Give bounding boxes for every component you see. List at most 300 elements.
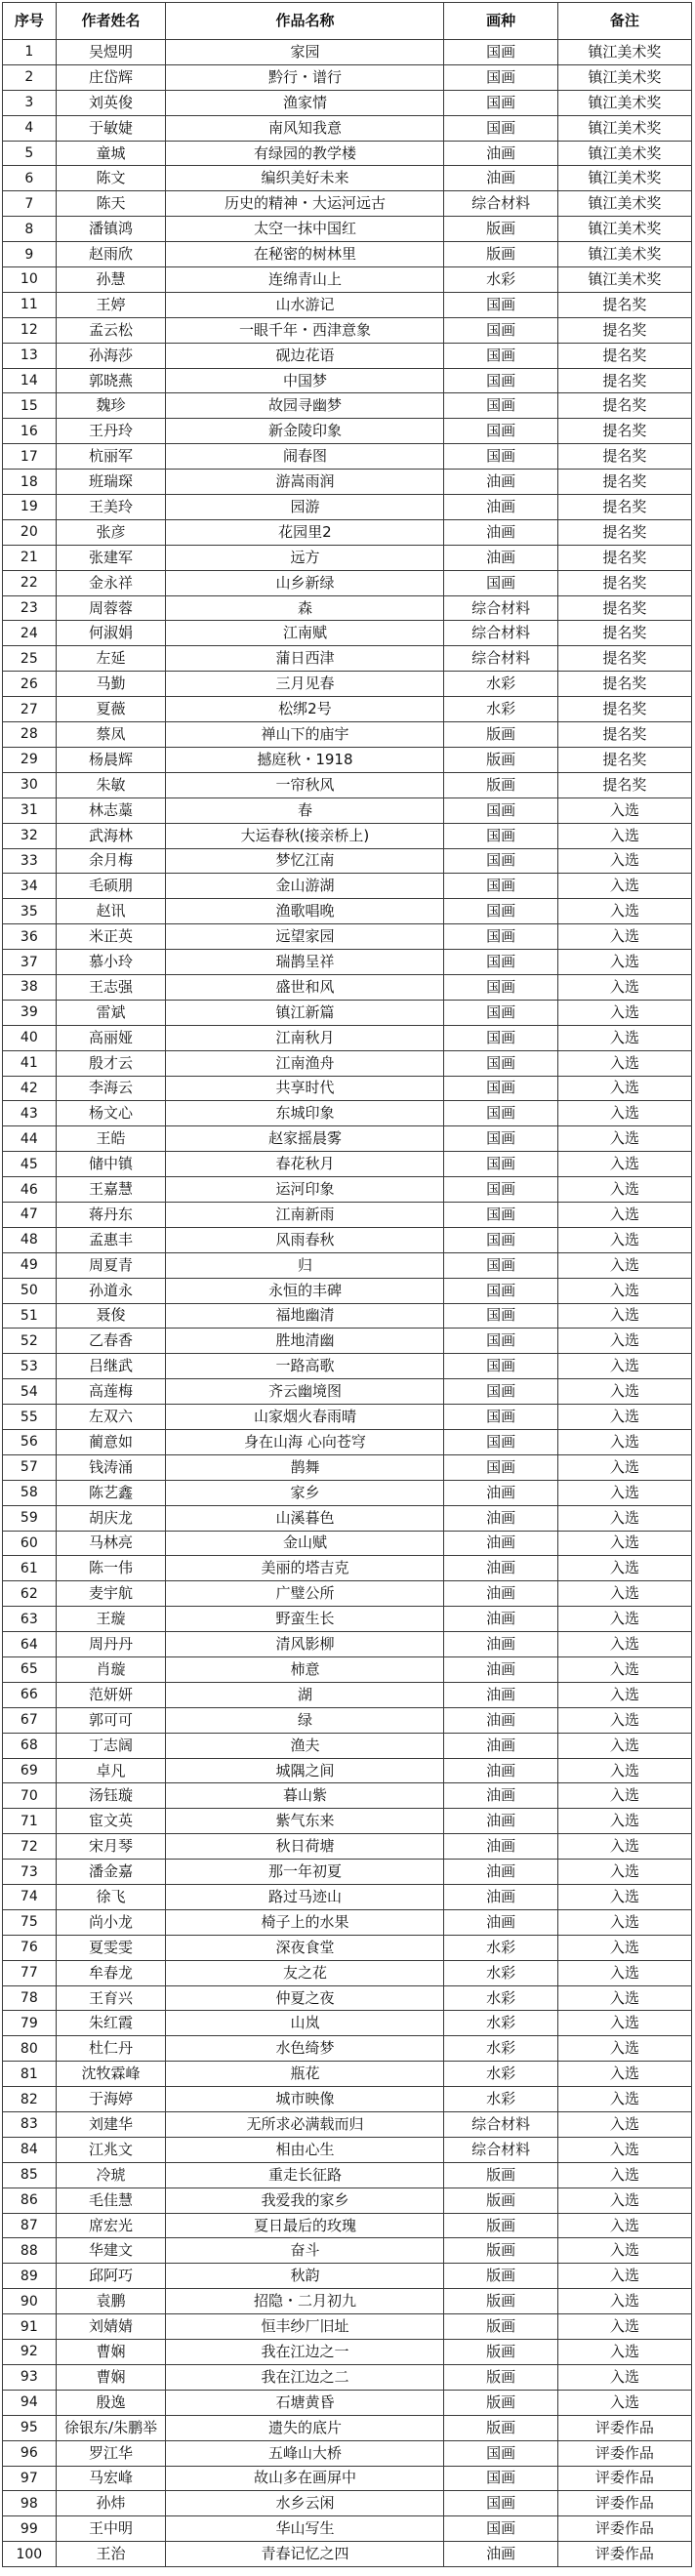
cell-painting-type: 国画 xyxy=(444,1303,557,1329)
cell-painting-type: 综合材料 xyxy=(444,595,557,621)
cell-serial-no: 25 xyxy=(3,646,57,672)
table-row xyxy=(3,141,692,166)
cell-painting-type: 油画 xyxy=(444,1505,557,1531)
cell-serial-no: 85 xyxy=(3,2162,57,2188)
cell-remarks: 提名奖 xyxy=(557,672,691,697)
cell-painting-type: 国画 xyxy=(444,1329,557,1354)
cell-painting-type: 国画 xyxy=(444,1379,557,1405)
cell-remarks: 入选 xyxy=(557,1152,691,1177)
cell-painting-type: 国画 xyxy=(444,874,557,899)
cell-work-title: 赵家摇晨雾 xyxy=(166,1126,444,1152)
table-row xyxy=(3,2542,692,2567)
cell-work-title: 江南秋月 xyxy=(166,1025,444,1050)
cell-painting-type: 油画 xyxy=(444,1834,557,1860)
cell-serial-no: 69 xyxy=(3,1758,57,1783)
cell-author-name: 徐飞 xyxy=(56,1885,166,1910)
cell-painting-type: 油画 xyxy=(444,1607,557,1632)
cell-remarks: 镇江美术奖 xyxy=(557,242,691,267)
cell-remarks: 入选 xyxy=(557,1202,691,1227)
table-row xyxy=(3,495,692,520)
cell-work-title: 水乡云闲 xyxy=(166,2491,444,2516)
cell-painting-type: 综合材料 xyxy=(444,621,557,646)
cell-remarks: 入选 xyxy=(557,2137,691,2162)
cell-work-title: 在秘密的树林里 xyxy=(166,242,444,267)
cell-painting-type: 国画 xyxy=(444,1202,557,1227)
cell-author-name: 肖璇 xyxy=(56,1657,166,1683)
cell-remarks: 入选 xyxy=(557,1758,691,1783)
cell-author-name: 吕继武 xyxy=(56,1354,166,1379)
cell-serial-no: 60 xyxy=(3,1531,57,1556)
cell-serial-no: 58 xyxy=(3,1480,57,1505)
table-row xyxy=(3,1809,692,1834)
cell-remarks: 入选 xyxy=(557,2238,691,2264)
table-row xyxy=(3,1960,692,1985)
cell-author-name: 郭可可 xyxy=(56,1707,166,1733)
table-row xyxy=(3,646,692,672)
cell-work-title: 山溪暮色 xyxy=(166,1505,444,1531)
cell-remarks: 镇江美术奖 xyxy=(557,64,691,90)
cell-work-title: 路过马迹山 xyxy=(166,1885,444,1910)
cell-remarks: 评委作品 xyxy=(557,2466,691,2491)
cell-serial-no: 62 xyxy=(3,1581,57,1607)
cell-work-title: 福地幽清 xyxy=(166,1303,444,1329)
cell-author-name: 张建军 xyxy=(56,545,166,570)
cell-serial-no: 26 xyxy=(3,672,57,697)
cell-painting-type: 国画 xyxy=(444,393,557,419)
cell-author-name: 王婷 xyxy=(56,292,166,317)
cell-serial-no: 34 xyxy=(3,874,57,899)
cell-author-name: 尚小龙 xyxy=(56,1909,166,1935)
cell-serial-no: 88 xyxy=(3,2238,57,2264)
cell-author-name: 罗江华 xyxy=(56,2440,166,2466)
cell-author-name: 杭丽军 xyxy=(56,444,166,470)
cell-work-title: 春 xyxy=(166,797,444,823)
cell-painting-type: 水彩 xyxy=(444,1960,557,1985)
cell-serial-no: 71 xyxy=(3,1809,57,1834)
cell-painting-type: 版画 xyxy=(444,2264,557,2289)
cell-author-name: 于海婷 xyxy=(56,2087,166,2112)
cell-work-title: 金山赋 xyxy=(166,1531,444,1556)
cell-serial-no: 72 xyxy=(3,1834,57,1860)
table-row xyxy=(3,1405,692,1430)
table-row xyxy=(3,1329,692,1354)
cell-author-name: 高丽娅 xyxy=(56,1025,166,1050)
cell-remarks: 入选 xyxy=(557,1177,691,1203)
header-work-title: 作品名称 xyxy=(166,3,444,40)
cell-remarks: 入选 xyxy=(557,1278,691,1303)
cell-remarks: 入选 xyxy=(557,1480,691,1505)
table-row xyxy=(3,1531,692,1556)
table-row xyxy=(3,1000,692,1025)
cell-painting-type: 国画 xyxy=(444,90,557,115)
table-row xyxy=(3,950,692,975)
cell-work-title: 梦忆江南 xyxy=(166,848,444,874)
cell-remarks: 入选 xyxy=(557,1935,691,1960)
header-remarks: 备注 xyxy=(557,3,691,40)
cell-serial-no: 5 xyxy=(3,141,57,166)
cell-painting-type: 水彩 xyxy=(444,2062,557,2087)
cell-author-name: 杨晨辉 xyxy=(56,747,166,772)
cell-work-title: 故园寻幽梦 xyxy=(166,393,444,419)
table-row xyxy=(3,1556,692,1581)
cell-work-title: 三月见春 xyxy=(166,672,444,697)
cell-serial-no: 66 xyxy=(3,1682,57,1707)
cell-serial-no: 74 xyxy=(3,1885,57,1910)
cell-serial-no: 43 xyxy=(3,1101,57,1126)
cell-work-title: 春花秋月 xyxy=(166,1152,444,1177)
cell-serial-no: 40 xyxy=(3,1025,57,1050)
header-serial-no: 序号 xyxy=(3,3,57,40)
cell-work-title: 秋韵 xyxy=(166,2264,444,2289)
cell-author-name: 麦宇航 xyxy=(56,1581,166,1607)
cell-work-title: 镇江新篇 xyxy=(166,1000,444,1025)
cell-painting-type: 国画 xyxy=(444,1152,557,1177)
cell-serial-no: 44 xyxy=(3,1126,57,1152)
cell-work-title: 远方 xyxy=(166,545,444,570)
table-row xyxy=(3,90,692,115)
table-row xyxy=(3,595,692,621)
cell-remarks: 入选 xyxy=(557,874,691,899)
cell-work-title: 暮山紫 xyxy=(166,1783,444,1809)
table-row xyxy=(3,1303,692,1329)
cell-remarks: 提名奖 xyxy=(557,368,691,393)
cell-remarks: 提名奖 xyxy=(557,595,691,621)
table-row xyxy=(3,1152,692,1177)
cell-serial-no: 98 xyxy=(3,2491,57,2516)
table-row xyxy=(3,1076,692,1101)
table-row xyxy=(3,2289,692,2314)
cell-author-name: 朱敏 xyxy=(56,772,166,797)
cell-author-name: 蔡凤 xyxy=(56,722,166,748)
cell-painting-type: 版画 xyxy=(444,2390,557,2415)
cell-painting-type: 国画 xyxy=(444,974,557,1000)
cell-remarks: 入选 xyxy=(557,2340,691,2365)
table-row xyxy=(3,1783,692,1809)
table-row xyxy=(3,1909,692,1935)
cell-serial-no: 76 xyxy=(3,1935,57,1960)
cell-work-title: 盛世和风 xyxy=(166,974,444,1000)
cell-painting-type: 国画 xyxy=(444,924,557,950)
cell-remarks: 入选 xyxy=(557,924,691,950)
cell-remarks: 入选 xyxy=(557,1025,691,1050)
cell-work-title: 友之花 xyxy=(166,1960,444,1985)
cell-work-title: 蒲日西津 xyxy=(166,646,444,672)
cell-author-name: 范妍妍 xyxy=(56,1682,166,1707)
cell-remarks: 提名奖 xyxy=(557,545,691,570)
cell-work-title: 山岚 xyxy=(166,2011,444,2036)
cell-author-name: 潘镇鸿 xyxy=(56,217,166,242)
cell-remarks: 入选 xyxy=(557,1733,691,1758)
cell-remarks: 入选 xyxy=(557,848,691,874)
table-row xyxy=(3,2162,692,2188)
cell-work-title: 渔歌唱晚 xyxy=(166,899,444,924)
table-row xyxy=(3,874,692,899)
cell-serial-no: 84 xyxy=(3,2137,57,2162)
cell-painting-type: 水彩 xyxy=(444,1985,557,2011)
cell-painting-type: 国画 xyxy=(444,444,557,470)
table-row xyxy=(3,2087,692,2112)
cell-painting-type: 油画 xyxy=(444,1885,557,1910)
cell-painting-type: 水彩 xyxy=(444,1935,557,1960)
cell-painting-type: 版画 xyxy=(444,2213,557,2238)
cell-serial-no: 1 xyxy=(3,40,57,65)
cell-author-name: 高莲梅 xyxy=(56,1379,166,1405)
cell-serial-no: 97 xyxy=(3,2466,57,2491)
cell-serial-no: 12 xyxy=(3,317,57,343)
cell-remarks: 镇江美术奖 xyxy=(557,115,691,141)
table-row xyxy=(3,393,692,419)
table-row xyxy=(3,470,692,495)
cell-work-title: 胜地清幽 xyxy=(166,1329,444,1354)
cell-remarks: 入选 xyxy=(557,1303,691,1329)
cell-serial-no: 17 xyxy=(3,444,57,470)
cell-painting-type: 水彩 xyxy=(444,267,557,293)
cell-remarks: 提名奖 xyxy=(557,570,691,595)
table-row xyxy=(3,697,692,722)
cell-remarks: 提名奖 xyxy=(557,343,691,368)
cell-remarks: 评委作品 xyxy=(557,2542,691,2567)
cell-serial-no: 45 xyxy=(3,1152,57,1177)
cell-painting-type: 水彩 xyxy=(444,697,557,722)
cell-work-title: 中国梦 xyxy=(166,368,444,393)
cell-work-title: 风雨春秋 xyxy=(166,1227,444,1252)
cell-author-name: 周蓉蓉 xyxy=(56,595,166,621)
cell-painting-type: 油画 xyxy=(444,1657,557,1683)
cell-work-title: 重走长征路 xyxy=(166,2162,444,2188)
cell-painting-type: 水彩 xyxy=(444,672,557,697)
cell-serial-no: 36 xyxy=(3,924,57,950)
cell-painting-type: 国画 xyxy=(444,1000,557,1025)
cell-work-title: 连绵青山上 xyxy=(166,267,444,293)
cell-author-name: 童城 xyxy=(56,141,166,166)
cell-remarks: 镇江美术奖 xyxy=(557,40,691,65)
cell-author-name: 江兆文 xyxy=(56,2137,166,2162)
cell-author-name: 金永祥 xyxy=(56,570,166,595)
cell-remarks: 评委作品 xyxy=(557,2440,691,2466)
cell-remarks: 入选 xyxy=(557,1227,691,1252)
cell-serial-no: 70 xyxy=(3,1783,57,1809)
cell-work-title: 江南新雨 xyxy=(166,1202,444,1227)
cell-author-name: 李海云 xyxy=(56,1076,166,1101)
cell-author-name: 雷斌 xyxy=(56,1000,166,1025)
cell-remarks: 入选 xyxy=(557,1783,691,1809)
cell-remarks: 入选 xyxy=(557,797,691,823)
table-row xyxy=(3,2188,692,2213)
cell-painting-type: 版画 xyxy=(444,2162,557,2188)
cell-painting-type: 版画 xyxy=(444,2340,557,2365)
cell-work-title: 大运春秋(接亲桥上) xyxy=(166,823,444,848)
table-row xyxy=(3,2516,692,2542)
cell-author-name: 席宏光 xyxy=(56,2213,166,2238)
cell-author-name: 毛硕朋 xyxy=(56,874,166,899)
cell-painting-type: 国画 xyxy=(444,1177,557,1203)
cell-painting-type: 国画 xyxy=(444,40,557,65)
cell-painting-type: 油画 xyxy=(444,1809,557,1834)
cell-remarks: 入选 xyxy=(557,1556,691,1581)
cell-work-title: 我在江边之二 xyxy=(166,2364,444,2390)
cell-work-title: 渔夫 xyxy=(166,1733,444,1758)
cell-serial-no: 10 xyxy=(3,267,57,293)
cell-work-title: 南风知我意 xyxy=(166,115,444,141)
cell-painting-type: 国画 xyxy=(444,64,557,90)
cell-painting-type: 国画 xyxy=(444,343,557,368)
cell-painting-type: 版画 xyxy=(444,2314,557,2340)
cell-painting-type: 国画 xyxy=(444,1429,557,1454)
table-row xyxy=(3,1354,692,1379)
table-row xyxy=(3,1177,692,1203)
cell-remarks: 入选 xyxy=(557,2213,691,2238)
cell-author-name: 宋月琴 xyxy=(56,1834,166,1860)
cell-author-name: 王丹玲 xyxy=(56,419,166,444)
cell-author-name: 左延 xyxy=(56,646,166,672)
cell-remarks: 入选 xyxy=(557,1682,691,1707)
cell-work-title: 新金陵印象 xyxy=(166,419,444,444)
cell-work-title: 一帘秋风 xyxy=(166,772,444,797)
cell-work-title: 美丽的塔吉克 xyxy=(166,1556,444,1581)
cell-remarks: 镇江美术奖 xyxy=(557,141,691,166)
cell-painting-type: 版画 xyxy=(444,2364,557,2390)
cell-serial-no: 68 xyxy=(3,1733,57,1758)
table-row xyxy=(3,1227,692,1252)
cell-painting-type: 水彩 xyxy=(444,2036,557,2062)
cell-author-name: 储中镇 xyxy=(56,1152,166,1177)
cell-work-title: 紫气东来 xyxy=(166,1809,444,1834)
cell-work-title: 黔行・谱行 xyxy=(166,64,444,90)
cell-serial-no: 35 xyxy=(3,899,57,924)
cell-painting-type: 油画 xyxy=(444,1531,557,1556)
cell-work-title: 山乡新绿 xyxy=(166,570,444,595)
cell-work-title: 深夜食堂 xyxy=(166,1935,444,1960)
cell-author-name: 潘金嘉 xyxy=(56,1860,166,1885)
cell-work-title: 水色绮梦 xyxy=(166,2036,444,2062)
cell-serial-no: 63 xyxy=(3,1607,57,1632)
table-row xyxy=(3,570,692,595)
table-row xyxy=(3,797,692,823)
cell-remarks: 提名奖 xyxy=(557,393,691,419)
cell-author-name: 夏雯雯 xyxy=(56,1935,166,1960)
cell-author-name: 朱红霞 xyxy=(56,2011,166,2036)
cell-remarks: 入选 xyxy=(557,1809,691,1834)
cell-author-name: 王嘉慧 xyxy=(56,1177,166,1203)
cell-painting-type: 版画 xyxy=(444,747,557,772)
cell-author-name: 郭晓燕 xyxy=(56,368,166,393)
cell-remarks: 入选 xyxy=(557,1505,691,1531)
cell-serial-no: 2 xyxy=(3,64,57,90)
cell-author-name: 马林亮 xyxy=(56,1531,166,1556)
cell-author-name: 曹娴 xyxy=(56,2340,166,2365)
cell-author-name: 马勤 xyxy=(56,672,166,697)
cell-serial-no: 3 xyxy=(3,90,57,115)
cell-work-title: 城隅之间 xyxy=(166,1758,444,1783)
cell-work-title: 编织美好未来 xyxy=(166,166,444,191)
cell-work-title: 夏日最后的玫瑰 xyxy=(166,2213,444,2238)
cell-author-name: 陈文 xyxy=(56,166,166,191)
cell-serial-no: 9 xyxy=(3,242,57,267)
cell-author-name: 孟惠丰 xyxy=(56,1227,166,1252)
cell-serial-no: 31 xyxy=(3,797,57,823)
cell-remarks: 入选 xyxy=(557,1076,691,1101)
cell-author-name: 王育兴 xyxy=(56,1985,166,2011)
cell-work-title: 五峰山大桥 xyxy=(166,2440,444,2466)
table-row xyxy=(3,444,692,470)
table-row xyxy=(3,519,692,545)
cell-painting-type: 油画 xyxy=(444,166,557,191)
cell-author-name: 蒋丹东 xyxy=(56,1202,166,1227)
cell-remarks: 提名奖 xyxy=(557,747,691,772)
cell-serial-no: 7 xyxy=(3,191,57,217)
cell-painting-type: 油画 xyxy=(444,1632,557,1657)
cell-painting-type: 版画 xyxy=(444,217,557,242)
cell-work-title: 历史的精神・大运河远古 xyxy=(166,191,444,217)
cell-remarks: 入选 xyxy=(557,1329,691,1354)
table-row xyxy=(3,1985,692,2011)
header-row xyxy=(3,3,692,40)
cell-painting-type: 国画 xyxy=(444,1354,557,1379)
cell-serial-no: 50 xyxy=(3,1278,57,1303)
cell-serial-no: 78 xyxy=(3,1985,57,2011)
cell-author-name: 马宏峰 xyxy=(56,2466,166,2491)
cell-author-name: 杜仁丹 xyxy=(56,2036,166,2062)
cell-serial-no: 41 xyxy=(3,1050,57,1076)
cell-remarks: 提名奖 xyxy=(557,444,691,470)
table-row xyxy=(3,2340,692,2365)
table-row xyxy=(3,1429,692,1454)
cell-author-name: 沈牧霖峰 xyxy=(56,2062,166,2087)
cell-author-name: 王中明 xyxy=(56,2516,166,2542)
table-row xyxy=(3,267,692,293)
cell-work-title: 无所求必满载而归 xyxy=(166,2112,444,2138)
cell-painting-type: 国画 xyxy=(444,899,557,924)
table-row xyxy=(3,2415,692,2440)
cell-remarks: 提名奖 xyxy=(557,722,691,748)
header-author-name: 作者姓名 xyxy=(56,3,166,40)
table-row xyxy=(3,317,692,343)
cell-remarks: 入选 xyxy=(557,2062,691,2087)
cell-painting-type: 油画 xyxy=(444,1783,557,1809)
cell-serial-no: 38 xyxy=(3,974,57,1000)
cell-painting-type: 国画 xyxy=(444,1405,557,1430)
cell-serial-no: 83 xyxy=(3,2112,57,2138)
cell-remarks: 入选 xyxy=(557,1050,691,1076)
table-row xyxy=(3,1278,692,1303)
cell-remarks: 提名奖 xyxy=(557,519,691,545)
table-row xyxy=(3,2491,692,2516)
cell-author-name: 庄岱辉 xyxy=(56,64,166,90)
cell-serial-no: 81 xyxy=(3,2062,57,2087)
cell-serial-no: 42 xyxy=(3,1076,57,1101)
cell-serial-no: 57 xyxy=(3,1454,57,1480)
cell-author-name: 王皓 xyxy=(56,1126,166,1152)
cell-author-name: 陈艺鑫 xyxy=(56,1480,166,1505)
cell-remarks: 提名奖 xyxy=(557,697,691,722)
cell-serial-no: 18 xyxy=(3,470,57,495)
cell-painting-type: 油画 xyxy=(444,1556,557,1581)
cell-remarks: 入选 xyxy=(557,2264,691,2289)
table-row xyxy=(3,1379,692,1405)
cell-work-title: 太空一抹中国红 xyxy=(166,217,444,242)
cell-remarks: 评委作品 xyxy=(557,2415,691,2440)
cell-serial-no: 67 xyxy=(3,1707,57,1733)
cell-remarks: 镇江美术奖 xyxy=(557,191,691,217)
table-row xyxy=(3,343,692,368)
table-row xyxy=(3,2314,692,2340)
cell-author-name: 蔺意如 xyxy=(56,1429,166,1454)
cell-author-name: 米正英 xyxy=(56,924,166,950)
cell-work-title: 青春记忆之四 xyxy=(166,2542,444,2567)
table-row xyxy=(3,1050,692,1076)
table-row xyxy=(3,1935,692,1960)
cell-painting-type: 国画 xyxy=(444,2516,557,2542)
